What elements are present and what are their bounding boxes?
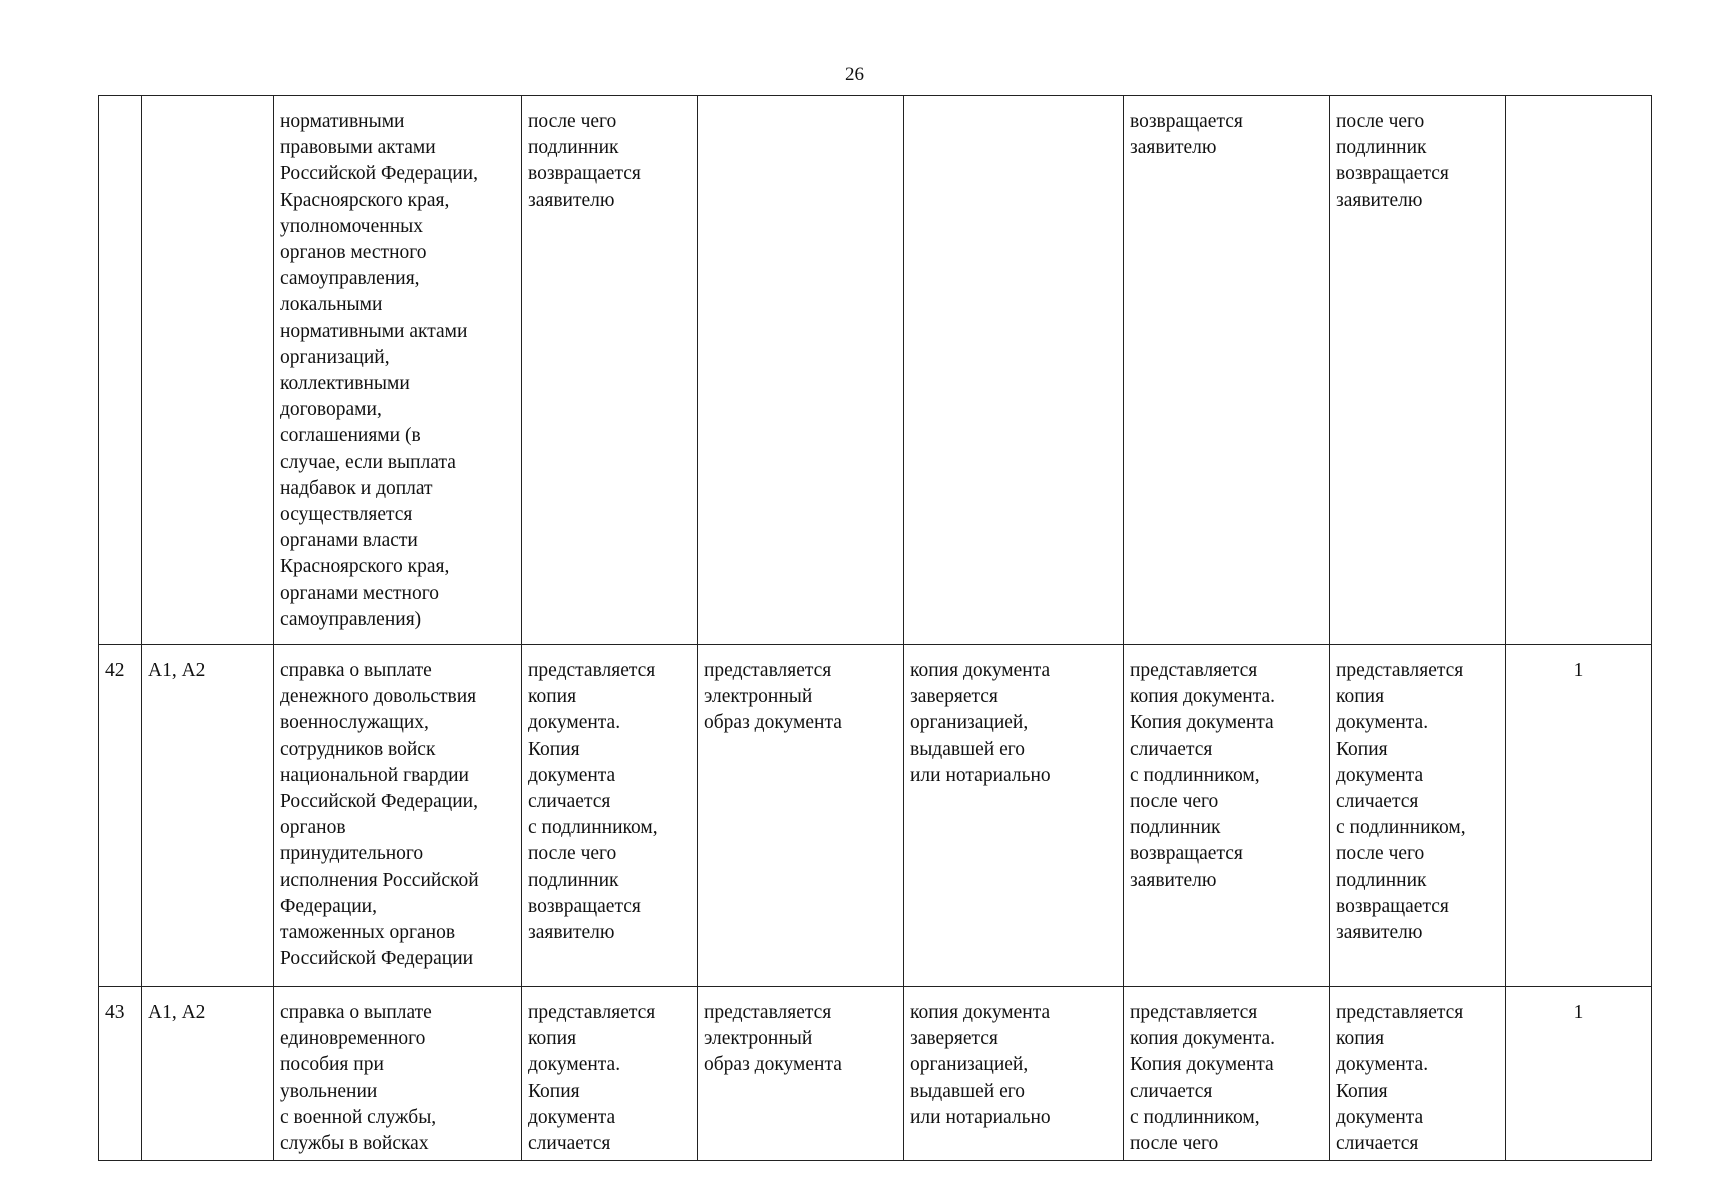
presentation-cell: представляется копия документа. Копия документа сличается с подлинником, после чего подлинник возвращается заявителю <box>522 645 698 987</box>
mfc-presentation-cell: возвращается заявителю <box>1124 96 1330 645</box>
applicants-cell <box>142 96 274 645</box>
mfc-presentation-cell: представляется копия документа. Копия документа сличается с подлинником, после чего <box>1124 987 1330 1161</box>
electronic-form-cell: представляется электронный образ документа <box>698 987 904 1161</box>
presentation-cell: после чего подлинник возвращается заявителю <box>522 96 698 645</box>
presentation-cell: представляется копия документа. Копия документа сличается <box>522 987 698 1161</box>
other-presentation-cell: после чего подлинник возвращается заявителю <box>1330 96 1506 645</box>
quantity-cell: 1 <box>1506 645 1652 987</box>
other-presentation-cell: представляется копия документа. Копия документа сличается с подлинником, после чего подлинник возвращается заявителю <box>1330 645 1506 987</box>
applicants-cell: А1, А2 <box>142 987 274 1161</box>
certification-cell: копия документа заверяется организацией, выдавшей его или нотариально <box>904 987 1124 1161</box>
other-presentation-cell: представляется копия документа. Копия документа сличается <box>1330 987 1506 1161</box>
certification-cell: копия документа заверяется организацией, выдавшей его или нотариально <box>904 645 1124 987</box>
table-row <box>99 987 1652 1161</box>
document-name-cell: справка о выплате единовременного пособия при увольнении с военной службы, службы в войсках <box>274 987 522 1161</box>
document-name-cell: справка о выплате денежного довольствия военнослужащих, сотрудников войск национальной гвардии Российской Федерации, органов принудительного исполнения Российской Федерации, таможенных органов Российской Федерации <box>274 645 522 987</box>
document-name-cell: нормативными правовыми актами Российской Федерации, Красноярского края, уполномоченных органов местного самоуправления, локальными нормативными актами организаций, коллективными договорами, соглашениями (в случае, если выплата надбавок и доплат осуществляется органами власти Красноярского края, органами местного самоуправления) <box>274 96 522 645</box>
electronic-form-cell <box>698 96 904 645</box>
table-row <box>99 645 1652 987</box>
certification-cell <box>904 96 1124 645</box>
electronic-form-cell: представляется электронный образ документа <box>698 645 904 987</box>
table-row <box>99 96 1652 645</box>
mfc-presentation-cell: представляется копия документа. Копия документа сличается с подлинником, после чего подлинник возвращается заявителю <box>1124 645 1330 987</box>
page-number: 26 <box>845 64 864 85</box>
quantity-cell <box>1506 96 1652 645</box>
row-number-cell: 42 <box>99 645 142 987</box>
document-table <box>98 95 1652 1161</box>
row-number-cell <box>99 96 142 645</box>
quantity-cell: 1 <box>1506 987 1652 1161</box>
applicants-cell: А1, А2 <box>142 645 274 987</box>
row-number-cell: 43 <box>99 987 142 1161</box>
